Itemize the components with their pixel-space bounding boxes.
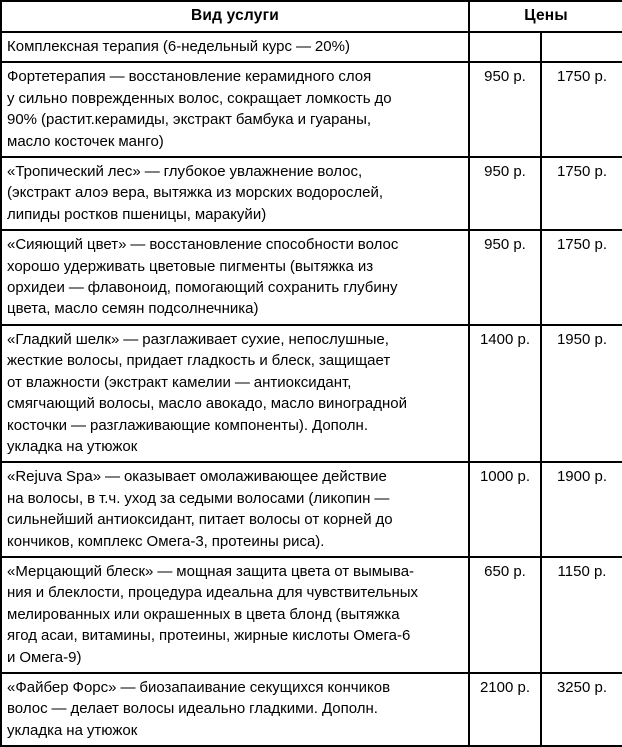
price-secondary-cell: 1750 р. (541, 230, 622, 325)
table-row (1, 32, 622, 62)
service-text-line: у сильно поврежденных волос, сокращает ломкость до (7, 89, 392, 107)
service-text-line: орхидеи — флавоноид, помогающий сохранить глубину (7, 279, 398, 297)
service-text-line: сильнейший антиоксидант, питает волосы от корней до (7, 511, 393, 529)
service-text-line: Комплексная терапия (6-недельный курс — 20%) (7, 38, 350, 55)
price-secondary-cell: 1750 р. (541, 157, 622, 230)
price-secondary-cell: 1150 р. (541, 557, 622, 673)
service-text-line: (экстракт алоэ вера, вытяжка из морских водорослей, (7, 184, 384, 202)
service-text-line: жесткие волосы, придает гладкость и блеск, защищает (7, 352, 391, 370)
column-header-service: Вид услуги (1, 1, 469, 32)
service-text-line: укладка на утюжок (7, 721, 138, 739)
service-description-cell (1, 230, 469, 325)
service-description-cell (1, 325, 469, 462)
price-primary-cell: 1000 р. (469, 462, 541, 557)
price-primary-cell: 650 р. (469, 557, 541, 673)
price-secondary-cell: 1950 р. (541, 325, 622, 462)
service-text-line: «Мерцающий блеск» — мощная защита цвета от вымыва- (7, 562, 415, 580)
header-row (1, 1, 622, 32)
service-text-line: от влажности (экстракт камелии — антиоксидант, (7, 373, 352, 391)
service-description-cell (1, 673, 469, 746)
service-text-line: косточки — разглаживающие компоненты). Дополн. (7, 416, 368, 434)
service-text-line: «Гладкий шелк» — разглаживает сухие, непослушные, (7, 330, 389, 348)
table-row (1, 462, 622, 557)
service-text-line: 90% (растит.керамиды, экстракт бамбука и гуараны, (7, 111, 372, 129)
service-text-line: волос — делает волосы идеально гладкими. Дополн. (7, 700, 378, 718)
service-text-line: укладка на утюжок (7, 437, 138, 455)
service-text-line: кончиков, комплекс Омега-3, протеины риса). (7, 532, 325, 550)
service-text-line: липиды ростков пшеницы, маракуйи) (7, 205, 267, 223)
service-text-line: мелированных или окрашенных в цвета блонд (вытяжка (7, 605, 400, 623)
price-primary-cell: 950 р. (469, 157, 541, 230)
service-text-line: и Омега-9) (7, 648, 82, 666)
table-row (1, 230, 622, 325)
service-text-line: «Тропический лес» — глубокое увлажнение волос, (7, 163, 363, 181)
table-header (1, 1, 622, 32)
table-row (1, 325, 622, 462)
service-text-line: хорошо удерживать цветовые пигменты (вытяжка из (7, 257, 374, 275)
service-description-cell (1, 462, 469, 557)
price-primary-cell: 1400 р. (469, 325, 541, 462)
service-description-cell (1, 557, 469, 673)
service-text-line: «Rejuva Spa» — оказывает омолаживающее действие (7, 468, 387, 486)
service-description-cell (1, 62, 469, 157)
price-secondary-cell (541, 32, 622, 62)
table-body (1, 32, 622, 746)
price-secondary-cell: 1900 р. (541, 462, 622, 557)
service-text-line: ния и блеклости, процедура идеальна для чувствительных (7, 584, 419, 602)
service-description-cell (1, 157, 469, 230)
service-text-line: смягчающий волосы, масло авокадо, масло виноградной (7, 395, 407, 413)
service-text-line: цвета, масло семян подсолнечника) (7, 300, 259, 318)
service-description-cell (1, 32, 469, 62)
service-text-line: Фортетерапия — восстановление керамидного слоя (7, 68, 372, 86)
price-secondary-cell: 3250 р. (541, 673, 622, 746)
service-text-line: «Файбер Форс» — биозапаивание секущихся кончиков (7, 678, 391, 696)
price-primary-cell (469, 32, 541, 62)
price-secondary-cell: 1750 р. (541, 62, 622, 157)
table-row (1, 157, 622, 230)
service-text-line: масло косточек манго) (7, 132, 164, 150)
table-row (1, 62, 622, 157)
price-primary-cell: 950 р. (469, 62, 541, 157)
column-header-prices: Цены (469, 1, 622, 32)
price-primary-cell: 950 р. (469, 230, 541, 325)
service-text-line: ягод асаи, витамины, протеины, жирные кислоты Омега-6 (7, 627, 411, 645)
service-text-line: на волосы, в т.ч. уход за седыми волосами (ликопин — (7, 489, 390, 507)
service-text-line: «Сияющий цвет» — восстановление способности волос (7, 236, 399, 254)
table-row (1, 557, 622, 673)
price-primary-cell: 2100 р. (469, 673, 541, 746)
table-row (1, 673, 622, 746)
